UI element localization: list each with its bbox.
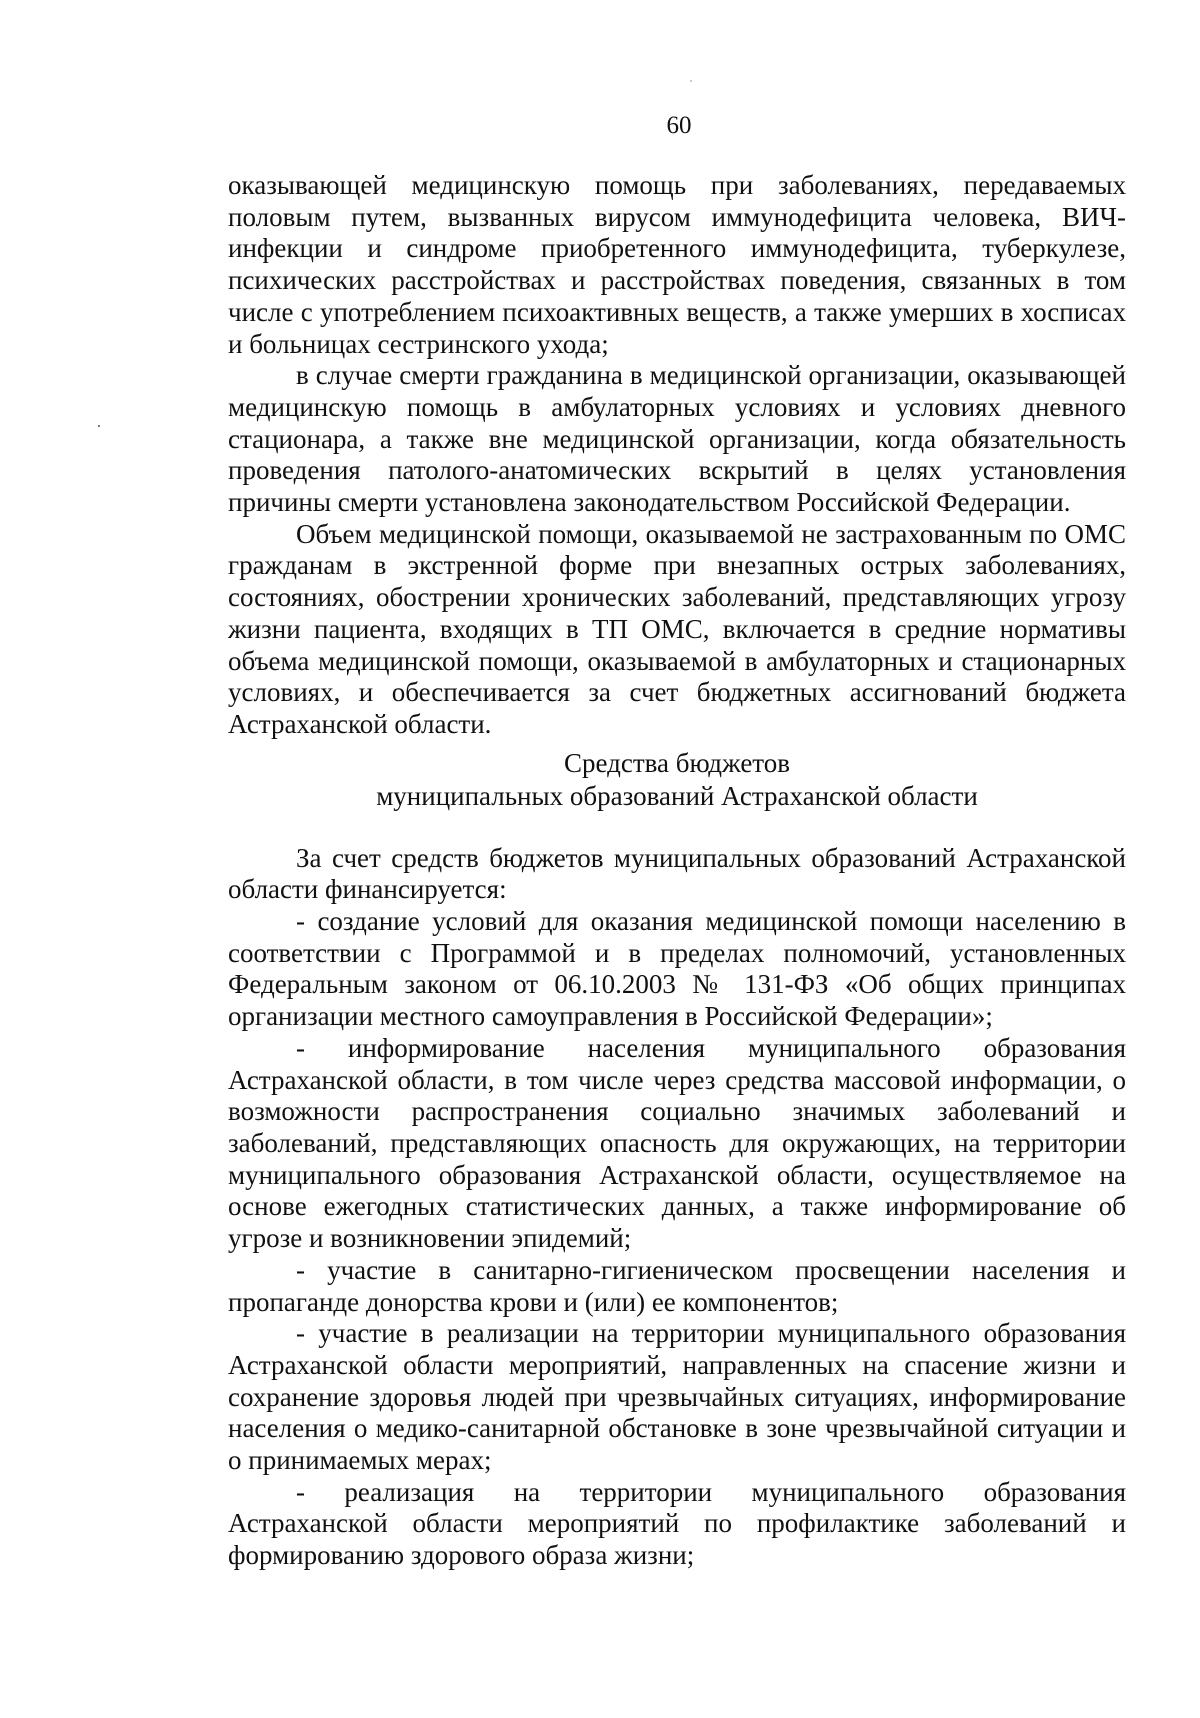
scan-artifact-dot — [690, 80, 692, 82]
scan-artifact-dot — [98, 425, 100, 427]
list-item-emergency-measures: - участие в реализации на территории муниципального образования Астраханской области мероприятий, направленных на спасение жизни и сохранение здоровья людей при чрезвычайных ситуациях, информирование населения о медико-санитарной обстановке в зоне чрезвычайной ситуации и о принимаемых мерах; — [228, 1318, 1126, 1476]
section-heading-line-1: Средства бюджетов — [563, 747, 791, 778]
list-item-sanitary-education: - участие в санитарно-гигиеническом просвещении населения и пропаганде донорства крови и (или) ее компонентов; — [228, 1254, 1126, 1317]
section-heading — [228, 747, 1126, 813]
list-item-prevention: - реализация на территории муниципального образования Астраханской области мероприятий по профилактике заболеваний и формированию здорового образа жизни; — [228, 1476, 1126, 1571]
document-body — [228, 170, 1126, 1572]
paragraph-financing-intro: За счет средств бюджетов муниципальных образований Астраханской области финансируется: — [228, 842, 1126, 905]
section-heading-line-2: муниципальных образований Астраханской области — [376, 780, 978, 811]
page-number: 60 — [666, 112, 692, 139]
paragraph-volume-of-care: Объем медицинской помощи, оказываемой не застрахованным по ОМС гражданам в экстренной форме при внезапных острых заболеваниях, состояниях, обострении хронических заболеваний, представляющих угрозу жизни пациента, входящих в ТП ОМС, включается в средние нормативы объема медицинской помощи, оказываемой в амбулаторных и стационарных условиях, и обеспечивается за счет бюджетных ассигнований бюджета Астраханской области. — [228, 518, 1126, 739]
paragraph-death-case: в случае смерти гражданина в медицинской организации, оказывающей медицинскую помощь в амбулаторных условиях и условиях дневного стационара, а также вне медицинской организации, когда обязательность проведения патолого-анатомических вскрытий в целях установления причины смерти установлена законодательством Российской Федерации. — [228, 360, 1126, 518]
list-item-conditions: - создание условий для оказания медицинской помощи населению в соответствии с Программой и в пределах полномочий, установленных Федеральным законом от 06.10.2003 № 131-ФЗ «Об общих принципах организации местного самоуправления в Российской Федерации»; — [228, 906, 1126, 1032]
paragraph-continuation: оказывающей медицинскую помощь при заболеваниях, передаваемых половым путем, вызванных вирусом иммунодефицита человека, ВИЧ-инфекции и синдроме приобретенного иммунодефицита, туберкулезе, психических расстройствах и расстройствах поведения, связанных в том числе с употреблением психоактивных веществ, а также умерших в хосписах и больницах сестринского ухода; — [228, 170, 1126, 359]
list-item-informing: - информирование населения муниципального образования Астраханской области, в том числе через средства массовой информации, о возможности распространения социально значимых заболеваний и заболеваний, представляющих опасность для окружающих, на территории муниципального образования Астраханской области, осуществляемое на основе ежегодных статистических данных, а также информирование об угрозе и возникновении эпидемий; — [228, 1032, 1126, 1254]
